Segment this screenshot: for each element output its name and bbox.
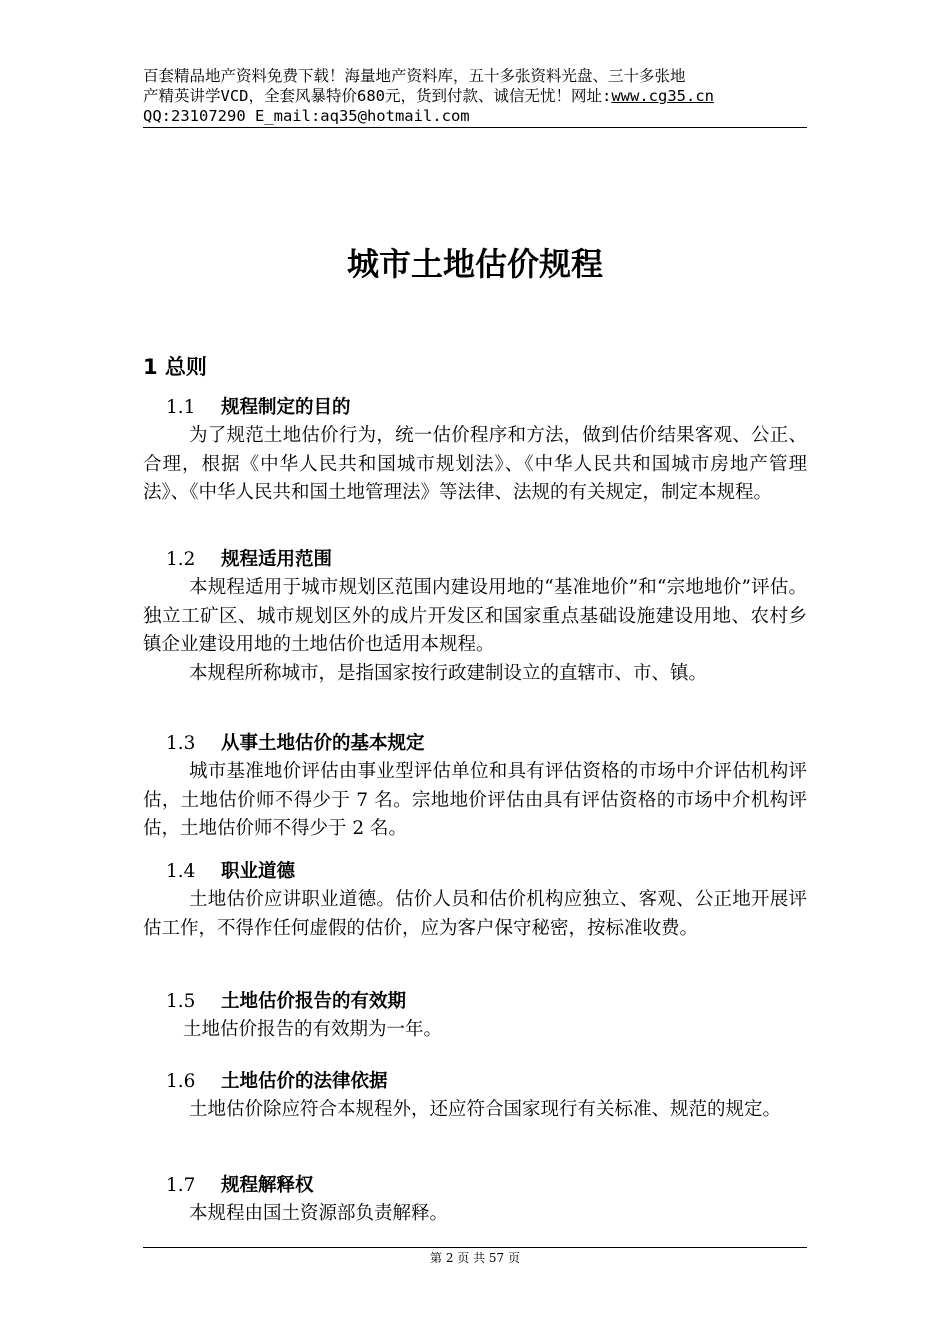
header-website-link[interactable]: www.cg35.cn bbox=[611, 87, 714, 105]
section-heading bbox=[143, 1172, 807, 1200]
header-line-2 bbox=[143, 86, 807, 106]
paragraph: 本规程所称城市，是指国家按行政建制设立的直辖市、市、镇。 bbox=[189, 662, 708, 684]
section-1-1 bbox=[143, 394, 807, 508]
section-title: 从事土地估价的基本规定 bbox=[221, 733, 425, 754]
section-1-6 bbox=[143, 1068, 807, 1125]
paragraph: 土地估价除应符合本规程外，还应符合国家现行有关标准、规范的规定。 bbox=[189, 1099, 782, 1120]
section-heading bbox=[143, 988, 807, 1016]
paragraph: 土地估价应讲职业道德。估价人员和估价机构应独立、客观、公正地开展评估工作，不得作任何虚假的估价，应为客户保守秘密，按标准收费。 bbox=[143, 889, 807, 939]
paragraph: 为了规范土地估价行为，统一估价程序和方法，做到估价结果客观、公正、合理，根据《中华人民共和国城市规划法》、《中华人民共和国城市房地产管理法》、《中华人民共和国土地管理法》等法律、法规的有关规定，制定本规程。 bbox=[143, 425, 807, 503]
paragraph: 本规程适用于城市规划区范围内建设用地的“基准地价”和“宗地地价”评估。独立工矿区、城市规划区外的成片开发区和国家重点基础设施建设用地、农村乡镇企业建设用地的土地估价也适用本规程。 bbox=[143, 577, 807, 655]
section-number: 1.6 bbox=[166, 1071, 196, 1092]
header-line-3: QQ:23107290 E_mail:aq35@hotmail.com bbox=[143, 107, 470, 125]
section-1-4 bbox=[143, 858, 807, 943]
header-divider bbox=[143, 127, 807, 128]
document-title: 城市土地估价规程 bbox=[346, 245, 603, 283]
section-number: 1.1 bbox=[166, 397, 196, 418]
paragraph: 本规程由国土资源部负责解释。 bbox=[189, 1203, 449, 1224]
section-number: 1.2 bbox=[166, 549, 196, 570]
section-title: 规程制定的目的 bbox=[221, 397, 351, 418]
section-1-3 bbox=[143, 730, 807, 844]
section-heading bbox=[143, 394, 807, 422]
section-number: 1.3 bbox=[166, 733, 196, 754]
paragraph: 土地估价报告的有效期为一年。 bbox=[183, 1019, 443, 1040]
section-number: 1.5 bbox=[166, 991, 196, 1012]
section-heading bbox=[143, 858, 807, 886]
header-line-2-text: 产精英讲学VCD，全套风暴特价680元，货到付款、诚信无忧！网址: bbox=[143, 87, 612, 105]
section-heading bbox=[143, 730, 807, 758]
section-title: 规程适用范围 bbox=[221, 549, 333, 570]
chapter-heading: 1 总则 bbox=[143, 355, 207, 379]
section-heading bbox=[143, 546, 807, 574]
page-header bbox=[143, 66, 807, 126]
page-number: 第 2 页 共 57 页 bbox=[430, 1251, 520, 1265]
header-line-1: 百套精品地产资料免费下载！海量地产资料库，五十多张资料光盘、三十多张地 bbox=[143, 67, 686, 85]
section-title: 职业道德 bbox=[221, 861, 296, 882]
section-number: 1.4 bbox=[166, 861, 196, 882]
section-heading bbox=[143, 1068, 807, 1096]
paragraph: 城市基准地价评估由事业型评估单位和具有评估资格的市场中介评估机构评估，土地估价师不得少于 7 名。宗地地价评估由具有评估资格的市场中介机构评估，土地估价师不得少于 2 名。 bbox=[143, 761, 807, 839]
section-1-2 bbox=[143, 546, 807, 688]
section-title: 土地估价的法律依据 bbox=[221, 1071, 388, 1092]
footer-divider bbox=[143, 1247, 807, 1248]
section-title: 规程解释权 bbox=[221, 1175, 314, 1196]
section-number: 1.7 bbox=[166, 1175, 196, 1196]
section-title: 土地估价报告的有效期 bbox=[221, 991, 407, 1012]
section-1-5 bbox=[143, 988, 807, 1045]
section-1-7 bbox=[143, 1172, 807, 1229]
